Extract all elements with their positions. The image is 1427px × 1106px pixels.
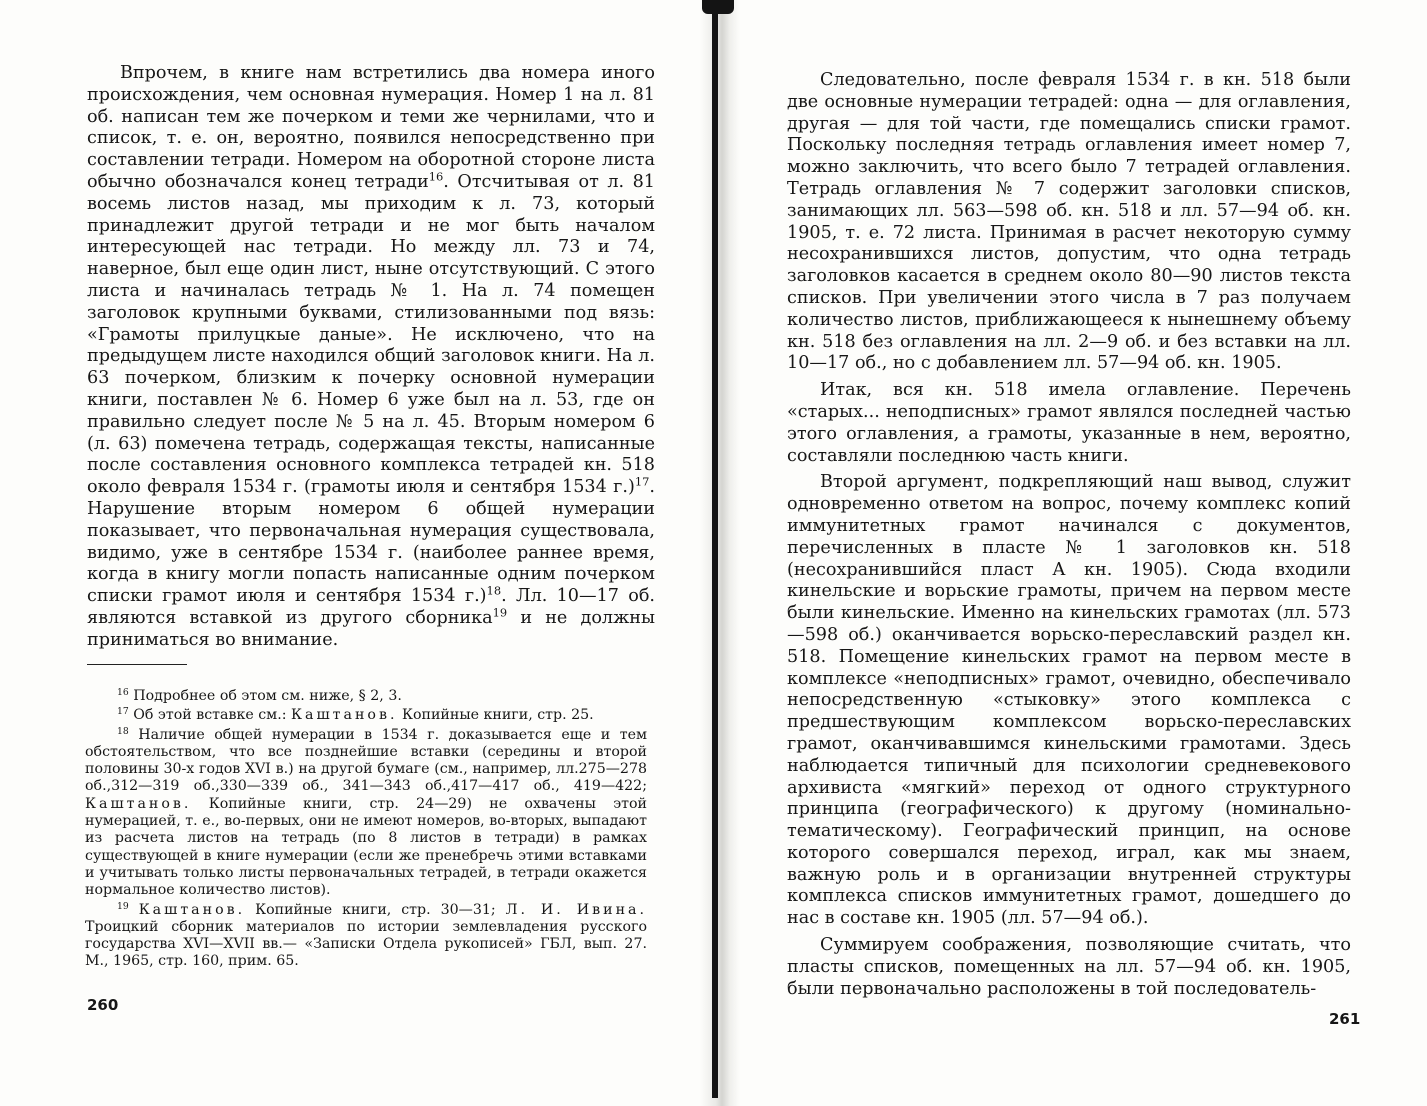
footnote-16: $^{16}$ Подробнее об этом см. ниже, § 2, 3. — [117, 686, 402, 704]
footnote-ref-19[interactable]: 19 — [492, 605, 508, 620]
page-number: 261 — [1329, 1010, 1361, 1028]
right-page-body — [787, 70, 1351, 1000]
author-name: Каштанов. — [138, 901, 246, 918]
footnote-separator — [87, 664, 187, 665]
right-page — [740, 0, 1427, 1106]
right-paragraph: Второй аргумент, подкрепляющий наш вывод, служит одновременно ответом на вопрос, почему комплекс копий иммунитетных грамот начинался с документов, перечисленных в пласте № 1 заголовков кн. 518 (несохранившийся пласт А кн. 1905). Сюда входили кинельские и ворьские грамоты, причем на первом месте были кинельские. Именно на кинельских грамотах (лл. 573—598 об.) оканчивается ворьско-переславский раздел кн. 518. Помещение кинельских грамот на первом месте в комплексе «неподписных» грамот, очевидно, обеспечивало непосредственную «стыковку» этого комплекса с предшествующим комплексом ворьско-переславских грамот, оканчивавшимся кинельскими грамотами. Здесь наблюдается типичный для психологии средневекового архивиста «мягкий» переход от одного структурного принципа (географического) к другому (номинально-тематическому). Географический принцип, на основе которого совершался переход, играл, как мы знаем, важную роль и в организации внутренней структуры комплекса списков иммунитетных грамот, дошедшего до нас в составе кн. 1905 (лл. 57—94 об.). — [787, 472, 1351, 929]
author-name: Л. И. Ивина. — [505, 901, 648, 918]
right-paragraph: Суммируем соображения, позволяющие считать, что пласты списков, помещенных на лл. 57—94 об. кн. 1905, были первоначально расположены в той последователь- — [787, 935, 1351, 999]
book-gutter — [700, 0, 740, 1106]
footnote-ref-16[interactable]: 16 — [428, 169, 444, 184]
left-page-body — [87, 63, 655, 652]
right-paragraph: Итак, вся кн. 518 имела оглавление. Перечень «старых... неподписных» грамот являлся последней частью этого оглавления, а грамоты, указанные в нем, вероятно, составляли последнюю часть книги. — [787, 380, 1351, 466]
footnote-17: $^{17}$ Об этой вставке см.: Каштанов. Копийные книги, стр. 25. — [117, 706, 594, 724]
footnotes — [85, 688, 647, 971]
author-name: Каштанов. — [291, 707, 398, 724]
footnote-19: $^{19}$ Каштанов. Копийные книги, стр. 30—31; Л. И. Ивина. Троицкий сборник материалов по истории землевладения русского государства XVI—XVII вв.— «Записки Отдела рукописей» ГБЛ, вып. 27. М., 1965, стр. 160, прим. 65. — [85, 900, 648, 970]
footnote-ref-17[interactable]: 17 — [634, 474, 650, 489]
right-paragraph: Следовательно, после февраля 1534 г. в кн. 518 были две основные нумерации тетрадей: одна — для оглавления, другая — для той части, где помещались списки грамот. Поскольку последняя тетрадь оглавления имеет номер 7, можно заключить, что всего было 7 тетрадей оглавления. Тетрадь оглавления № 7 содержит заголовки списков, занимающих лл. 563—598 об. кн. 518 и лл. 57—94 об. кн. 1905, т. е. 72 листа. Принимая в расчет некоторую сумму несохранившихся листов, допустим, что одна тетрадь заголовков касается в среднем около 80—90 листов текста списков. При увеличении этого числа в 7 раз получаем количество листов, приближающееся к нынешнему объему кн. 518 без оглавления на лл. 2—9 об. и без вставки на лл. 10—17 об., но с добавлением лл. 57—94 об. кн. 1905. — [787, 70, 1351, 374]
footnote-ref-18[interactable]: 18 — [486, 583, 502, 598]
footnote-18: $^{18}$ Наличие общей нумерации в 1534 г. доказывается еще и тем обстоятельством, что все позднейшие вставки (середины и второй половины 30-х годов XVI в.) на другой бумаге (см., например, лл.275—278 об.,312—319 об.,330—339 об., 341—343 об.,417—417 об., 419—422; Каштанов. Копийные книги, стр. 24—29) не охвачены этой нумерацией, т. е., во-первых, они не имеют номеров, во-вторых, выпадают из расчета листов на тетрадь (по 8 листов в тетради) в рамках существующей в книге нумерации (если же пренебречь этими вставками и учитывать только листы первоначальных тетрадей, в тетради окажется нормальное количество листов). — [85, 725, 647, 899]
binding-edge — [712, 0, 718, 1098]
left-page — [0, 0, 700, 1106]
binding-top — [702, 0, 734, 14]
left-paragraph: Впрочем, в книге нам встретились два номера иного происхождения, чем основная нумерация. Номер 1 на л. 81 об. написан тем же почерком и теми же чернилами, что и список, т. е. он, вероятно, появился непосредственно при составлении тетради. Номером на оборотной стороне листа обычно обозначался конец тетради$^{16}$. Отсчитывая от л. 81 восемь листов назад, мы приходим к л. 73, который принадлежит другой тетради и не мог быть началом интересующей нас тетради. Но между лл. 73 и 74, наверное, был еще один лист, ныне отсутствующий. С этого листа и начиналась тетрадь № 1. На л. 74 помещен заголовок крупными буквами, стилизованными под вязь: «Грамоты прилуцкые даные». Не исключено, что на предыдущем листе находился общий заголовок книги. На л. 63 почерком, близким к почерку основной нумерации книги, поставлен № 6. Номер 6 уже был на л. 53, где он правильно следует после № 5 на л. 45. Вторым номером 6 (л. 63) помечена тетрадь, содержащая тексты, написанные после составления основного комплекса тетрадей кн. 518 около февраля 1534 г. (грамоты июля и сентября 1534 г.)$^{17}$. Нарушение вторым номером 6 общей нумерации показывает, что первоначальная нумерация существовала, видимо, уже в сентябре 1534 г. (наиболее раннее время, когда в книгу могли попасть написанные одним почерком списки грамот июля и сентября 1534 г.)$^{18}$. Лл. 10—17 об. являются вставкой из другого сборника$^{19}$ и не должны приниматься во внимание. — [87, 63, 656, 650]
author-name: Каштанов. — [85, 795, 192, 812]
page-number: 260 — [87, 996, 119, 1014]
